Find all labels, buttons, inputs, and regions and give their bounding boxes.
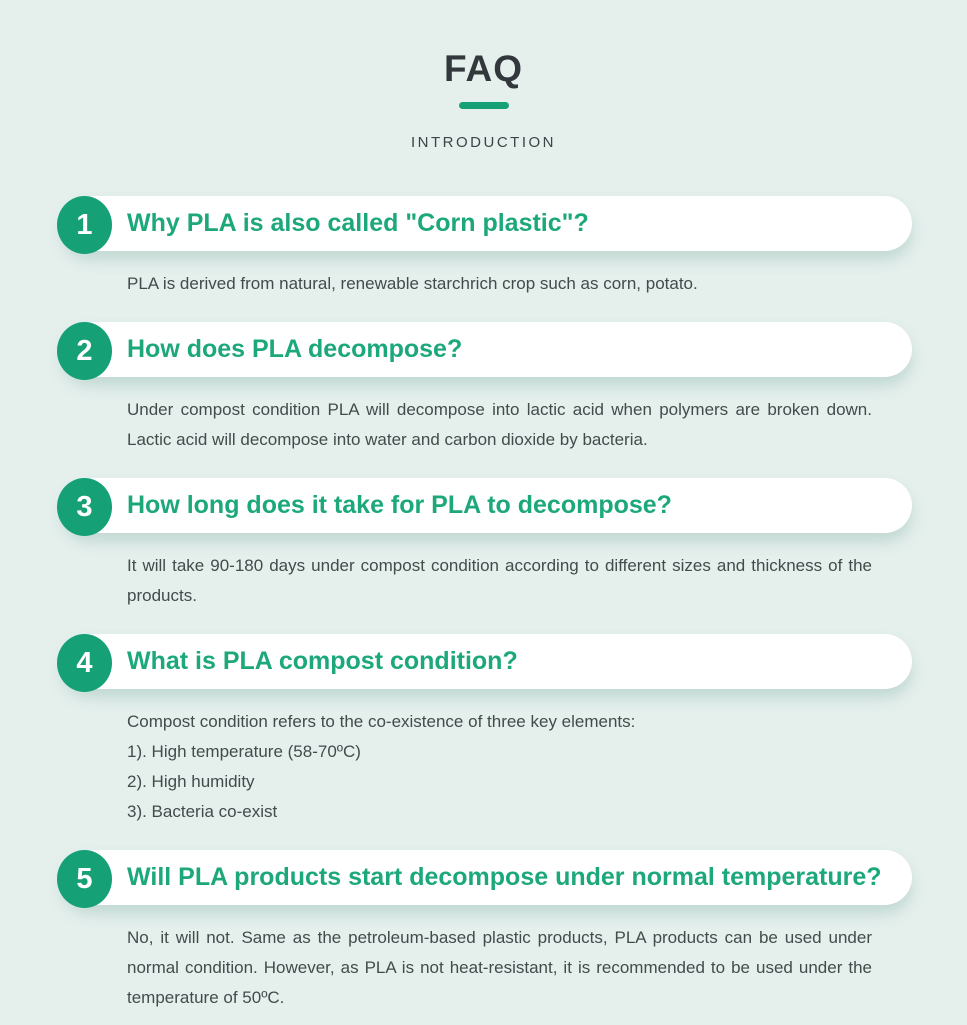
question-bar [62,322,912,377]
faq-list [0,196,967,1013]
question-row-5 [62,850,912,905]
answer-text: No, it will not. Same as the petroleum-based plastic products, PLA products can be used under normal condition. However, as PLA is not heat-resistant, it is recommended to be used under the temperature of 50ºC. [127,928,872,1007]
answer-line: 1). High temperature (58-70ºC) [127,742,361,761]
title-underline [459,102,509,109]
question-number: 4 [76,646,93,679]
faq-item-1 [0,196,967,299]
question-text: How long does it take for PLA to decompose? [127,491,672,519]
answer-line: 3). Bacteria co-exist [127,802,278,821]
answer-text: Under compost condition PLA will decompose into lactic acid when polymers are broken down. Lactic acid will decompose into water and carbon dioxide by bacteria. [127,400,872,449]
faq-item-5 [0,850,967,1013]
faq-item-2 [0,322,967,455]
question-number-badge [57,634,112,692]
answer-text: PLA is derived from natural, renewable starchrich crop such as corn, potato. [127,274,698,293]
question-row-3 [62,478,912,533]
answer-block [127,707,872,827]
question-number-badge [57,850,112,908]
question-number-badge [57,196,112,254]
answer-line: 2). High humidity [127,772,255,791]
page-title: FAQ [443,48,524,89]
question-number: 2 [76,334,93,367]
question-bar [62,850,912,905]
question-row-2 [62,322,912,377]
question-text: How does PLA decompose? [127,335,463,363]
question-text: Will PLA products start decompose under normal temperature? [127,863,882,891]
question-bar [62,478,912,533]
page-header [0,0,967,151]
question-number: 5 [76,862,93,895]
question-bar [62,634,912,689]
question-row-4 [62,634,912,689]
question-number: 3 [76,490,93,523]
question-text: Why PLA is also called "Corn plastic"? [127,209,589,237]
page-subtitle: INTRODUCTION [411,134,556,151]
question-bar [62,196,912,251]
question-text: What is PLA compost condition? [127,647,518,675]
answer-text: It will take 90-180 days under compost condition according to different sizes and thickness of the products. [127,556,872,605]
faq-item-4 [0,634,967,827]
question-number: 1 [76,208,93,241]
question-number-badge [57,478,112,536]
question-row-1 [62,196,912,251]
answer-line: Compost condition refers to the co-existence of three key elements: [127,712,636,731]
faq-item-3 [0,478,967,611]
question-number-badge [57,322,112,380]
